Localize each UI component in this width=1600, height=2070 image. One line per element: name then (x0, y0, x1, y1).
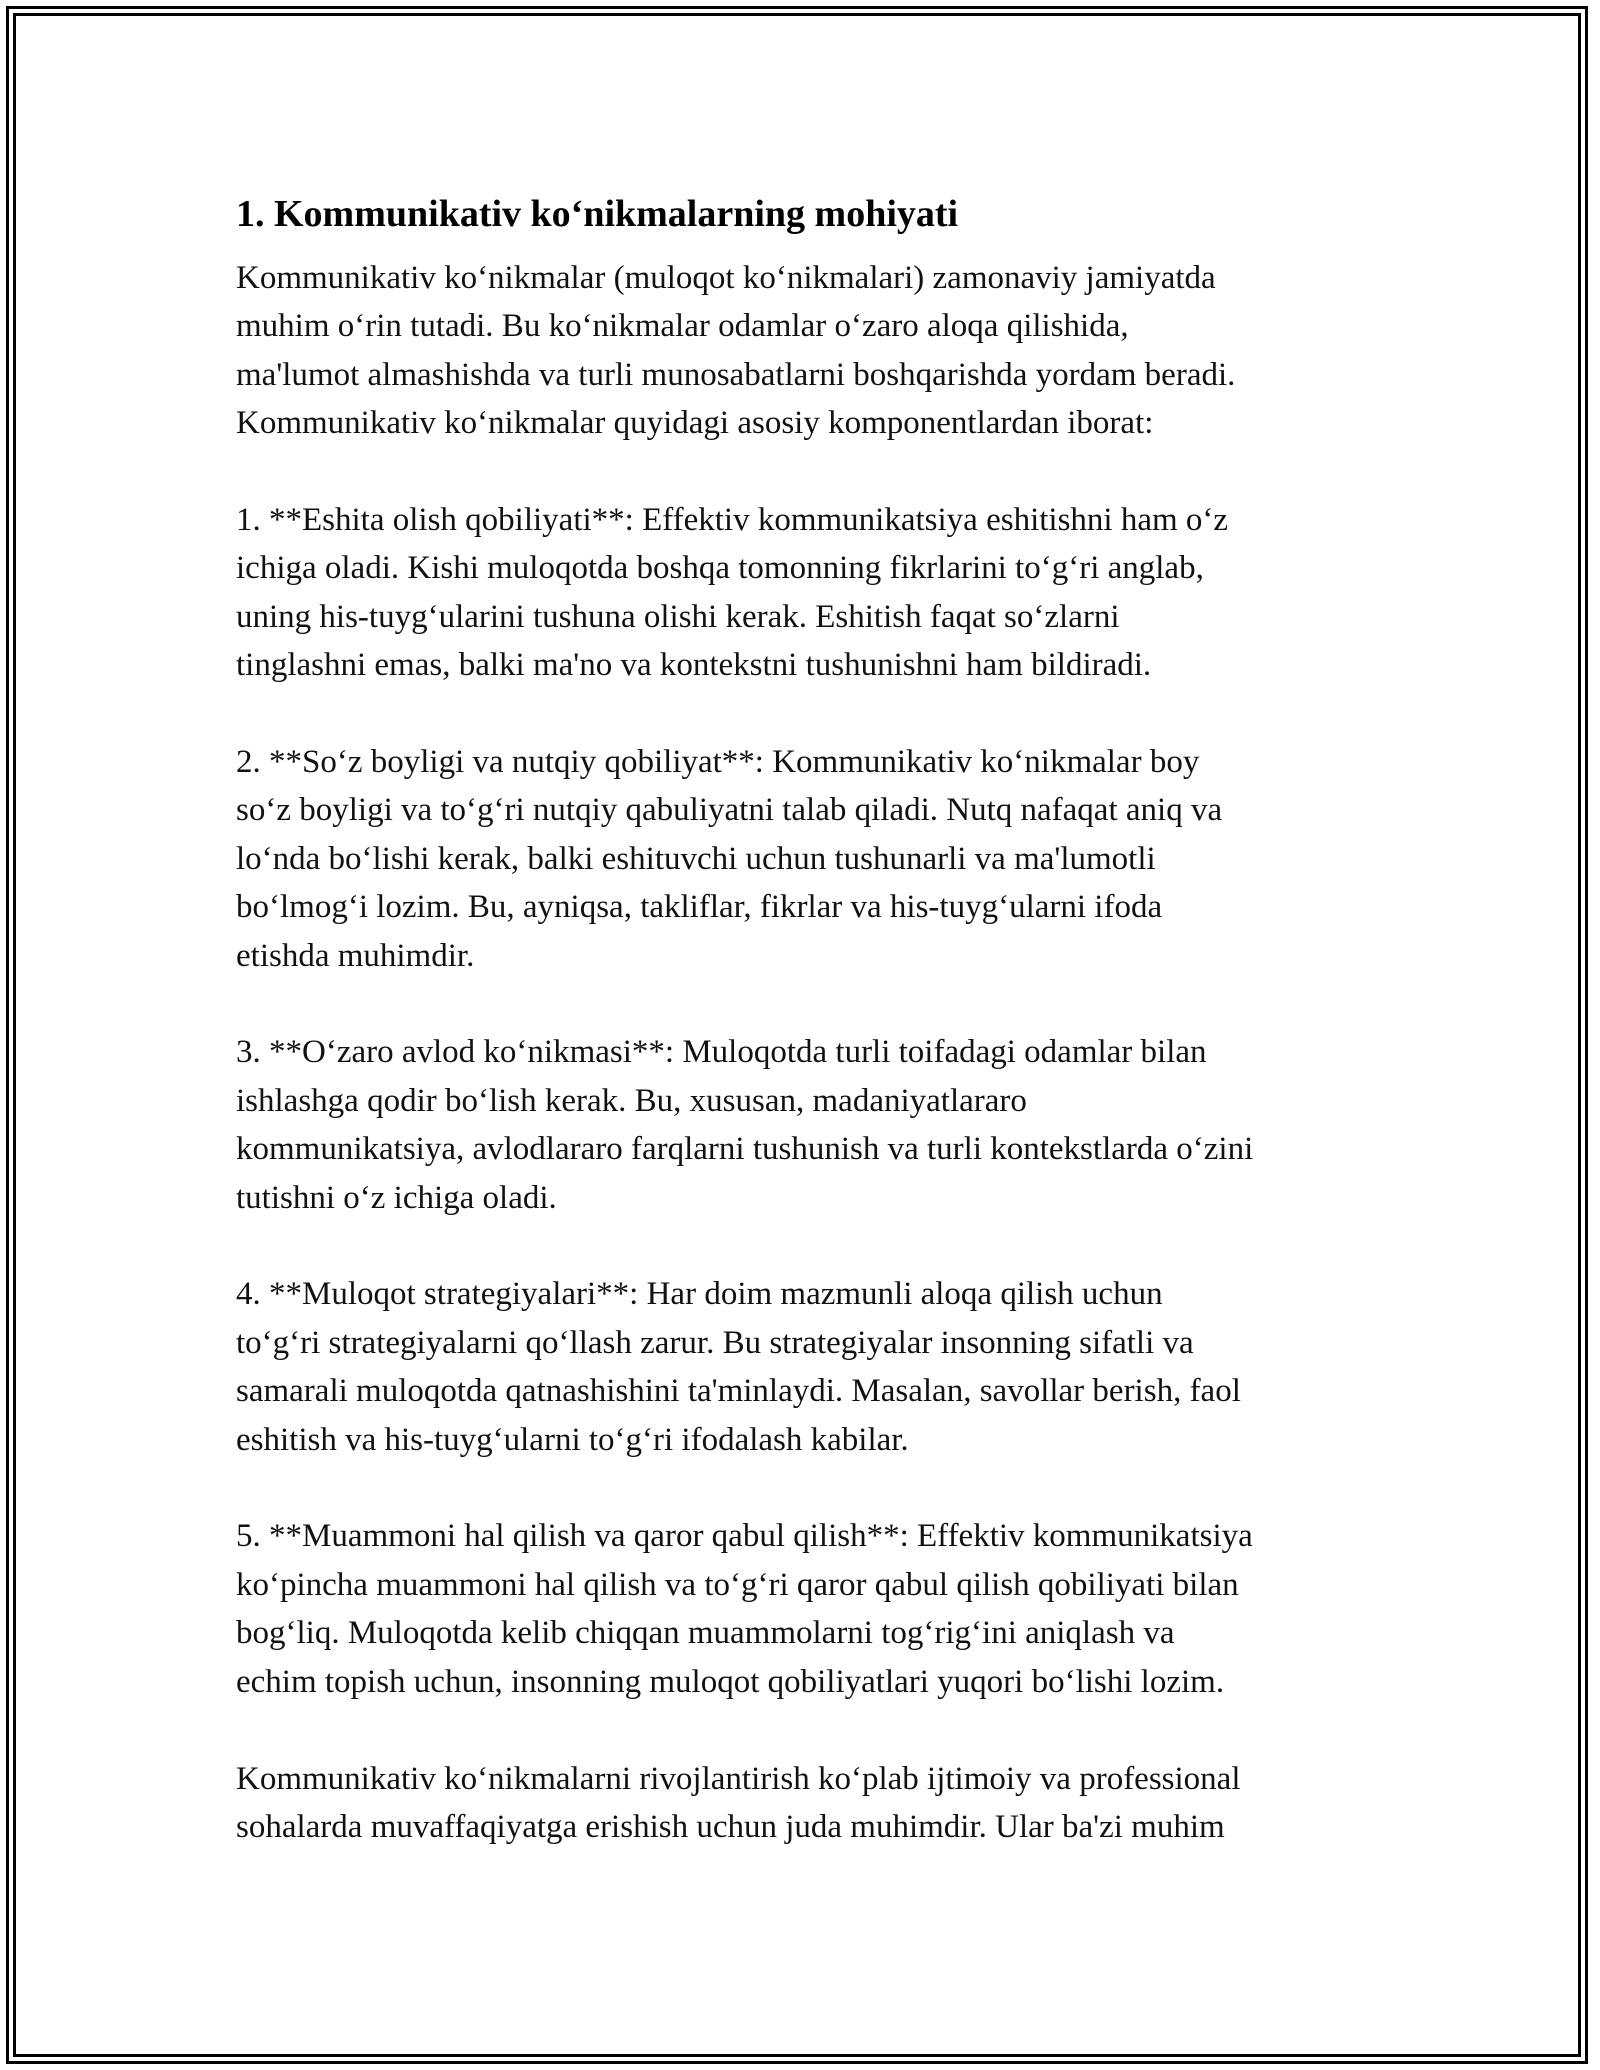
list-item-intergenerational: 3. **O‘zaro avlod ko‘nikmasi**: Muloqotda turli toifadagi odamlar bilan ishlashga qodir bo‘lish kerak. Bu, xususan, madaniyatlararo kommunikatsiya, avlodlararo farqlarni tushunish va turli kontekstlarda o‘zini tutishni o‘z ichiga oladi. (236, 1034, 1254, 1216)
closing-paragraph: Kommunikativ ko‘nikmalarni rivojlantirish ko‘plab ijtimoiy va professional sohalarda muvaffaqiyatga erishish uchun juda muhimdir. Ular ba'zi muhim (236, 1760, 1241, 1845)
list-item-listening: 1. **Eshita olish qobiliyati**: Effektiv kommunikatsiya eshitishni ham o‘z ichiga oladi. Kishi muloqotda boshqa tomonning fikrlarini to‘g‘ri anglab, uning his-tuyg‘ularini tushuna olishi kerak. Eshitish faqat so‘zlarni tinglashni emas, balki ma'no va kontekstni tushunishni ham bildiradi. (236, 502, 1229, 684)
list-item-vocabulary: 2. **So‘z boyligi va nutqiy qobiliyat**: Kommunikativ ko‘nikmalar boy so‘z boyligi va to‘g‘ri nutqiy qabuliyatni talab qiladi. Nutq nafaqat aniq va lo‘nda bo‘lishi kerak, balki eshituvchi uchun tushunarli va ma'lumotli bo‘lmog‘i lozim. Bu, ayniqsa, takliflar, fikrlar va his-tuyg‘ularni ifoda etishda muhimdir. (236, 744, 1223, 974)
section-heading: 1. Kommunikativ ko‘nikmalarning mohiyati (236, 193, 959, 235)
list-item-strategies: 4. **Muloqot strategiyalari**: Har doim mazmunli aloqa qilish uchun to‘g‘ri strategiyalarni qo‘llash zarur. Bu strategiyalar insonning sifatli va samarali muloqotda qatnashishini ta'minlaydi. Masalan, savollar berish, faol eshitish va his-tuyg‘ularni to‘g‘ri ifodalash kabilar. (236, 1276, 1241, 1458)
intro-paragraph: Kommunikativ ko‘nikmalar (muloqot ko‘nikmalari) zamonaviy jamiyatda muhim o‘rin tutadi. Bu ko‘nikmalar odamlar o‘zaro aloqa qilishida, ma'lumot almashishda va turli munosabatlarni boshqarishda yordam beradi. Kommunikativ ko‘nikmalar quyidagi asosiy komponentlardan iborat: (236, 260, 1236, 442)
list-item-problem-solving: 5. **Muammoni hal qilish va qaror qabul qilish**: Effektiv kommunikatsiya ko‘pincha muammoni hal qilish va to‘g‘ri qaror qabul qilish qobiliyati bilan bog‘liq. Muloqotda kelib chiqqan muammolarni tog‘rig‘ini aniqlash va echim topish uchun, insonning muloqot qobiliyatlari yuqori bo‘lishi lozim. (236, 1518, 1253, 1700)
document-body (236, 186, 1376, 1900)
